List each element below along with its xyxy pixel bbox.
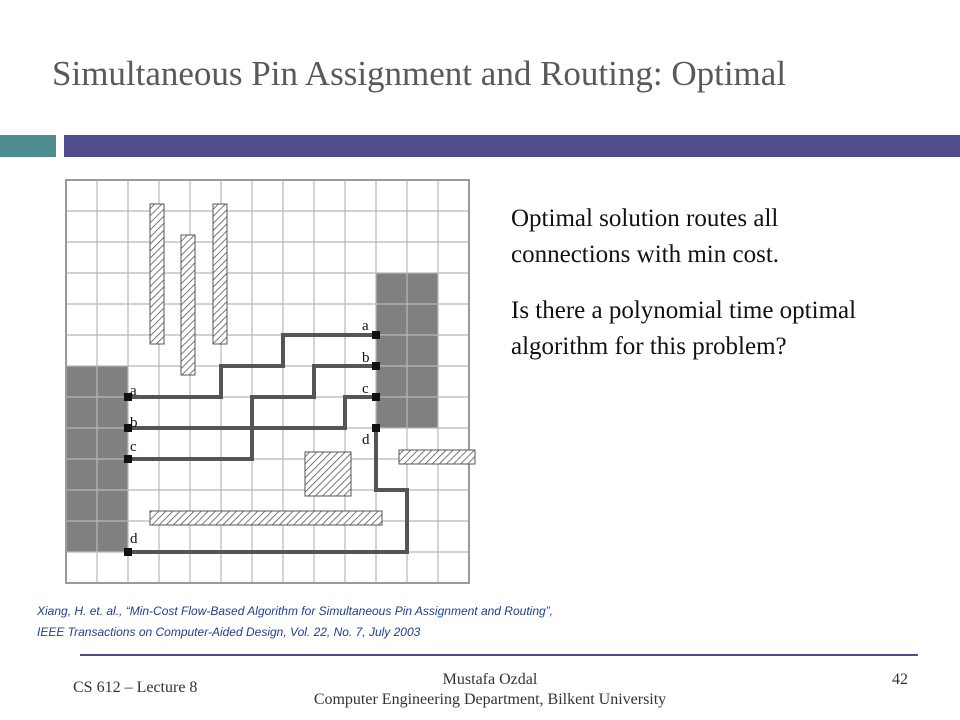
pin-label-right-c: c xyxy=(362,381,369,397)
pin-right-c xyxy=(372,393,380,401)
pin-label-right-a: a xyxy=(362,318,369,334)
page-number: 42 xyxy=(892,671,908,688)
pin-right-d xyxy=(372,424,380,432)
pin-label-left-b: b xyxy=(130,415,138,431)
title-accent-bar-left xyxy=(0,135,56,157)
footer-center xyxy=(240,670,740,710)
body-paragraph-1: Optimal solution routes all connections with min cost. xyxy=(511,205,780,268)
footer-author: Mustafa Ozdal xyxy=(442,671,538,688)
pin-left-d xyxy=(124,548,132,556)
citation-line-1: Xiang, H. et. al., “Min-Cost Flow-Based Algorithm for Simultaneous Pin Assignment and Routing”, xyxy=(37,604,553,618)
obstacle-square xyxy=(305,452,351,496)
obstacle-vertical-3 xyxy=(213,204,227,344)
pin-label-left-c: c xyxy=(130,439,137,455)
obstacle-horizontal-right xyxy=(399,450,475,464)
footer-rule xyxy=(80,654,918,656)
obstacle-vertical-1 xyxy=(150,204,164,344)
pin-label-right-b: b xyxy=(362,350,370,366)
obstacle-horizontal-bottom xyxy=(150,511,382,525)
pin-right-b xyxy=(372,362,380,370)
pin-label-right-d: d xyxy=(362,432,370,448)
routing-grid-figure xyxy=(62,176,478,584)
footer-department: Computer Engineering Department, Bilkent University xyxy=(313,691,667,708)
slide-body xyxy=(511,201,891,385)
citation xyxy=(37,601,553,643)
pin-left-c xyxy=(124,455,132,463)
title-accent-bar-right xyxy=(64,135,960,157)
body-paragraph-2: Is there a polynomial time optimal algorithm for this problem? xyxy=(511,297,857,360)
slide-title: Simultaneous Pin Assignment and Routing: Optimal xyxy=(52,54,787,93)
pin-label-left-d: d xyxy=(130,531,138,547)
footer-course: CS 612 – Lecture 8 xyxy=(73,679,198,696)
citation-line-2: IEEE Transactions on Computer-Aided Design, Vol. 22, No. 7, July 2003 xyxy=(37,625,421,639)
pin-label-left-a: a xyxy=(130,383,137,399)
obstacle-vertical-2 xyxy=(181,235,195,375)
pin-right-a xyxy=(372,331,380,339)
